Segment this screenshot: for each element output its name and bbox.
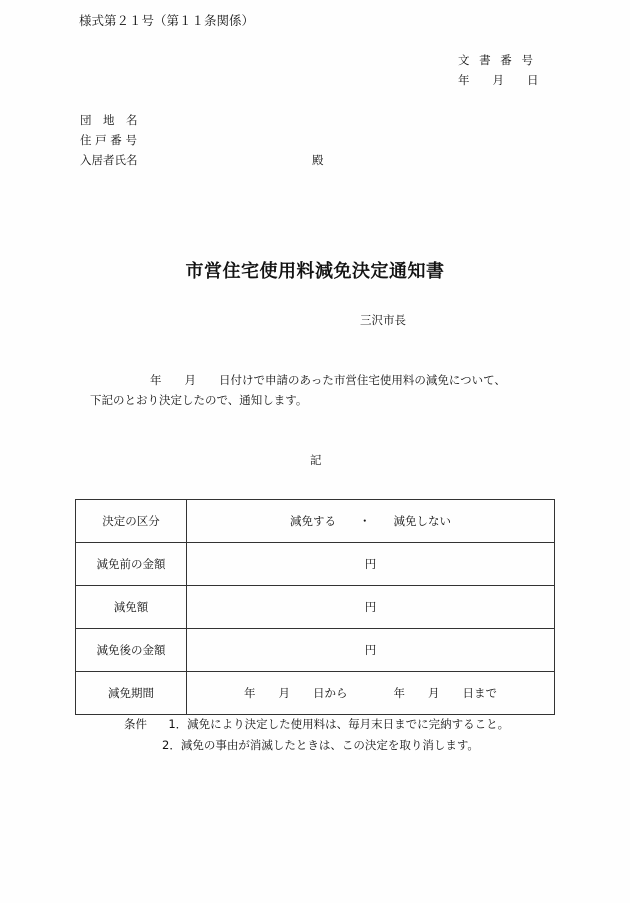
row-label: 減免前の金額 xyxy=(76,543,187,586)
decision-table xyxy=(75,499,555,715)
honorific: 殿 xyxy=(312,153,324,167)
unit-number-label: 住 戸 番 号 xyxy=(80,133,137,147)
document-title: 市営住宅使用料減免決定通知書 xyxy=(185,261,445,282)
row-value: 年 月 日から 年 月 日まで xyxy=(187,672,555,715)
row-label: 減免期間 xyxy=(76,672,187,715)
body-line-1: 年 月 日付けで申請のあった市営住宅使用料の減免について、 xyxy=(150,373,506,387)
issuer: 三沢市長 xyxy=(360,313,406,327)
body-line-2: 下記のとおり決定したので、通知します。 xyxy=(90,393,308,407)
row-value: 円 xyxy=(187,629,555,672)
row-value: 減免する ・ 減免しない xyxy=(187,500,555,543)
conditions-label: 条件 xyxy=(124,717,147,731)
document-number-label: 文 書 番 号 xyxy=(458,53,536,67)
note-heading: 記 xyxy=(310,453,322,467)
complex-name-label: 団 地 名 xyxy=(80,113,138,127)
table-row xyxy=(76,586,555,629)
row-label: 減免額 xyxy=(76,586,187,629)
date-label: 年 月 日 xyxy=(458,73,539,87)
row-label: 決定の区分 xyxy=(76,500,187,543)
table-row xyxy=(76,500,555,543)
table-row xyxy=(76,672,555,715)
form-number: 様式第２１号（第１１条関係） xyxy=(79,13,255,28)
row-label: 減免後の金額 xyxy=(76,629,187,672)
condition-item: 1．減免により決定した使用料は、毎月末日までに完納すること。 xyxy=(168,717,510,731)
tenant-name-label: 入居者氏名 xyxy=(80,153,138,167)
row-value: 円 xyxy=(187,586,555,629)
row-value: 円 xyxy=(187,543,555,586)
conditions xyxy=(124,716,509,758)
condition-item: 2．減免の事由が消滅したときは、この決定を取り消します。 xyxy=(162,738,479,752)
table-row xyxy=(76,543,555,586)
table-row xyxy=(76,629,555,672)
